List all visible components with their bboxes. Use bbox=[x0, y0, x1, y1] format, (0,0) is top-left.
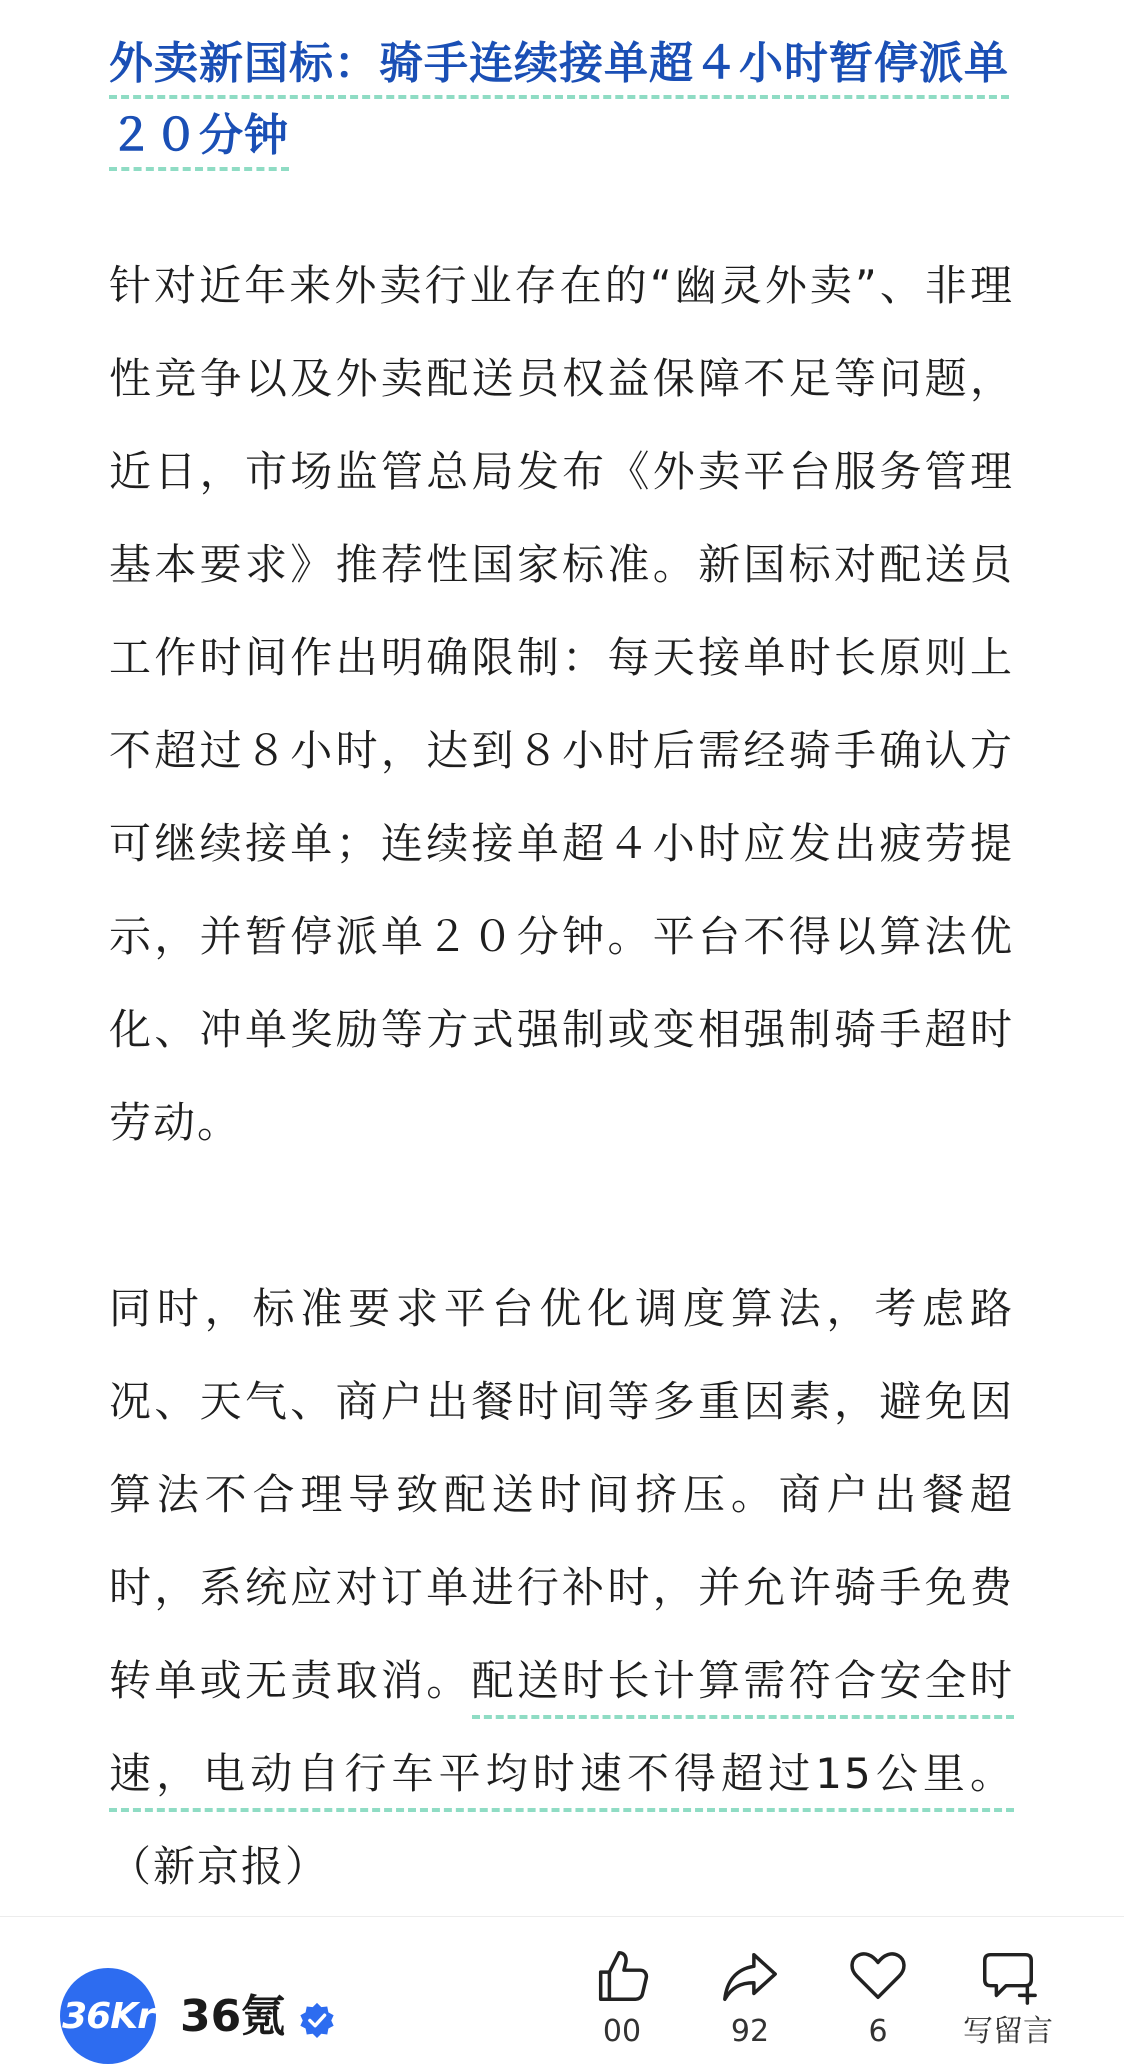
share-arrow-icon bbox=[719, 1945, 781, 2007]
headline-link-text[interactable]: 外卖新国标：骑手连续接单超４小时暂停派单２０分钟 bbox=[109, 38, 1009, 171]
share-button[interactable] bbox=[685, 1945, 815, 2058]
bottom-action-bar bbox=[0, 1916, 1124, 2058]
heart-icon bbox=[847, 1945, 909, 2007]
article-paragraph-1: 针对近年来外卖行业存在的“幽灵外卖”、非理性竞争以及外卖配送员权益保障不足等问题，近日，市场监管总局发布《外卖平台服务管理基本要求》推荐性国家标准。新国标对配送员工作时间作出明确限制：每天接单时长原则上不超过８小时，达到８小时后需经骑手确认方可继续接单；连续接单超４小时应发出疲劳提示，并暂停派单２０分钟。平台不得以算法优化、冲单奖励等方式强制或变相强制骑手超时劳动。 bbox=[109, 261, 1014, 1147]
write-comment-label: 写留言 bbox=[963, 2014, 1053, 2049]
paragraph-2-text: 同时，标准要求平台优化调度算法，考虑路况、天气、商户出餐时间等多重因素，避免因算法不合理导致配送时间挤压。商户出餐超时，系统应对订单进行补时，并允许骑手免费转单或无责取消。 bbox=[109, 1284, 1014, 1705]
comment-button[interactable] bbox=[813, 1945, 943, 2058]
write-comment-button[interactable] bbox=[943, 1945, 1073, 2058]
avatar-logo-text: 36Kr bbox=[62, 1995, 154, 2037]
like-button[interactable] bbox=[557, 1945, 687, 2058]
article-body bbox=[109, 28, 1014, 1913]
share-count: 92 bbox=[730, 2014, 770, 2049]
verified-badge-icon bbox=[298, 2001, 336, 2039]
highlighted-sentence[interactable]: 配送时长计算需符合安全时速，电动自行车平均时速不得超过15公里。 bbox=[109, 1656, 1014, 1812]
add-comment-icon bbox=[977, 1945, 1039, 2007]
thumbs-up-icon bbox=[591, 1945, 653, 2007]
article-headline[interactable] bbox=[109, 28, 1014, 172]
account-name[interactable]: 36氪 bbox=[180, 1991, 286, 2042]
comment-count: 6 bbox=[868, 2014, 888, 2049]
article-paragraph-2 bbox=[109, 1262, 1014, 1913]
source-attribution: （新京报） bbox=[109, 1842, 330, 1891]
avatar[interactable] bbox=[60, 1968, 156, 2064]
like-count: 00 bbox=[602, 2014, 642, 2049]
